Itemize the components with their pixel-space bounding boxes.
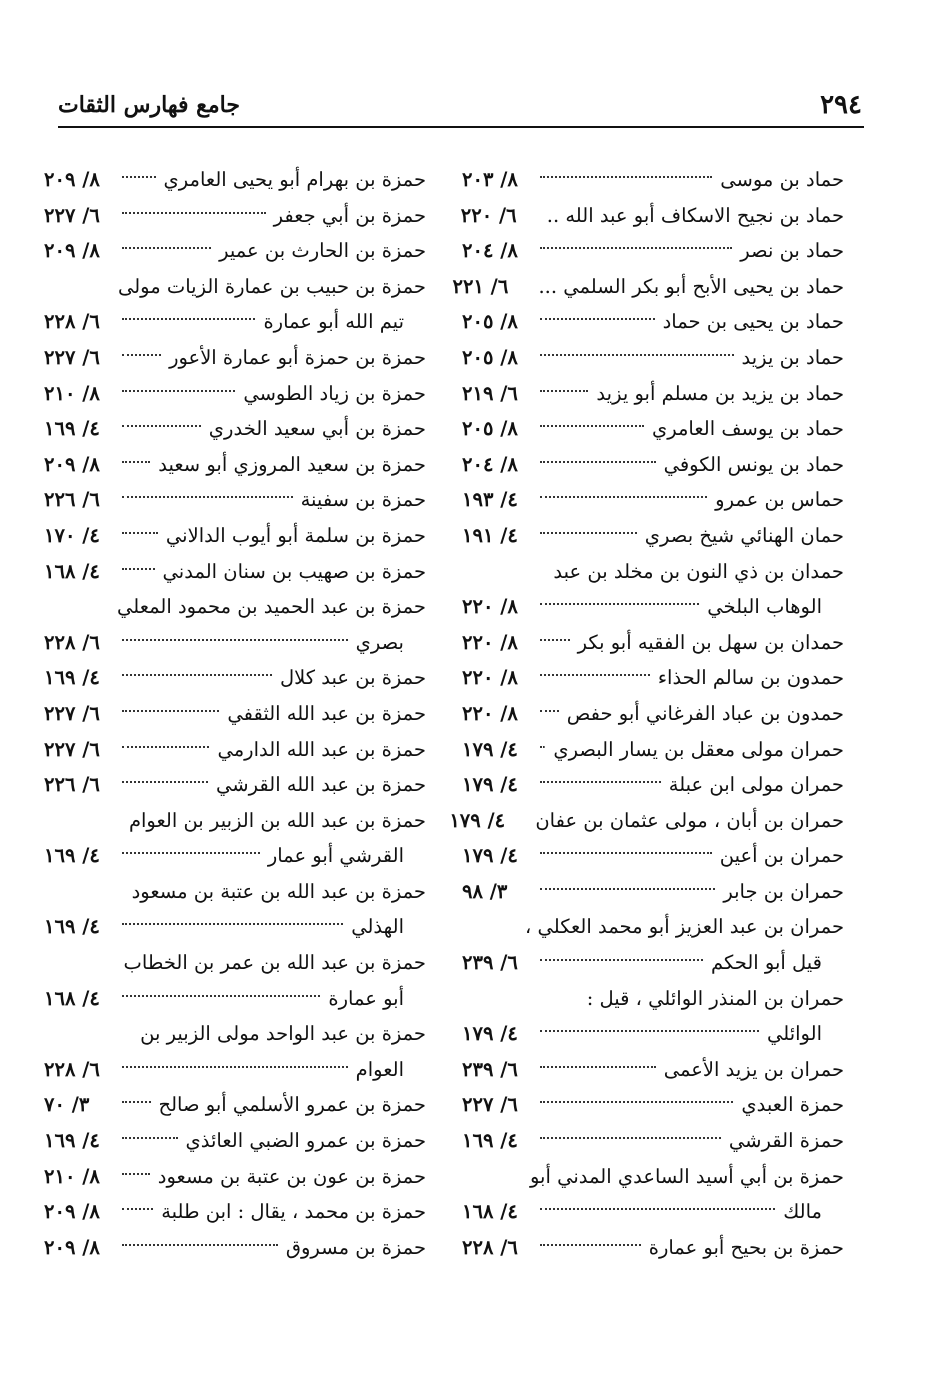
entry-name: حماد بن موسى <box>720 168 844 191</box>
entry-reference: ٨/ ٢٠٤ <box>462 239 518 263</box>
entry-name: حمزة بن سفينة <box>300 488 426 512</box>
index-column-right <box>449 162 844 1265</box>
entry-name: حمزة بن بهرام أبو يحيى العامري <box>163 168 426 191</box>
entry-name: حمران بن المنذر الوائلي ، قيل : <box>586 986 844 1010</box>
entry-reference: ٤/ ١٧٩ <box>462 773 518 797</box>
dot-leader <box>122 923 343 925</box>
entry-name: حماس بن عمرو <box>715 488 844 512</box>
index-entry <box>462 660 844 696</box>
entry-name: حمزة بن صهيب بن سنان المدني <box>162 559 426 583</box>
entry-reference: ٦/ ٢٢٦ <box>44 773 100 797</box>
entry-name: حمزة بن بحيح أبو عمارة <box>648 1235 844 1259</box>
entry-name: حمران بن أبان ، مولى عثمان بن عفان <box>535 808 844 832</box>
entry-name: حمدان بن ذي النون بن مخلد بن عبد <box>553 559 844 583</box>
index-entry <box>44 1123 426 1159</box>
dot-leader <box>122 212 266 214</box>
dot-leader <box>540 1208 775 1210</box>
entry-reference: ٦/ ٢٢٧ <box>44 701 100 725</box>
index-entry <box>44 554 426 590</box>
entry-reference: ٤/ ١٦٩ <box>44 844 100 868</box>
entry-reference: ٨/ ٢٠٥ <box>462 417 518 441</box>
entry-name: حمزة بن سعيد المروزي أبو سعيد <box>158 452 426 476</box>
entry-name: القرشي أبو عمار <box>267 844 404 868</box>
index-entry <box>44 803 426 839</box>
index-entry <box>44 1016 426 1052</box>
index-entry <box>44 1087 426 1123</box>
entry-reference: ٤/ ١٧٩ <box>462 844 518 868</box>
entry-reference: ٦/ ٢٢٨ <box>462 1235 518 1259</box>
page-header <box>58 88 862 124</box>
dot-leader <box>540 354 734 356</box>
entry-name: حماد بن يونس الكوفي <box>663 452 844 476</box>
dot-leader <box>122 532 158 534</box>
entry-name: العوام <box>355 1057 404 1081</box>
index-entry <box>462 376 844 412</box>
dot-leader <box>540 1137 721 1139</box>
index-entry <box>462 482 844 518</box>
index-entry <box>44 447 426 483</box>
dot-leader <box>122 354 161 356</box>
index-entry <box>462 981 844 1017</box>
entry-reference: ٨/ ٢٢٠ <box>462 630 518 654</box>
entry-name: بصري <box>355 630 404 654</box>
index-entry <box>462 1052 844 1088</box>
entry-reference: ٦/ ٢٢٨ <box>44 630 100 654</box>
dot-leader <box>122 496 293 498</box>
entry-name: الوهاب البلخي <box>707 595 822 619</box>
entry-reference: ٨/ ٢٢٠ <box>462 701 518 725</box>
dot-leader <box>540 852 712 854</box>
dot-leader <box>122 1173 150 1175</box>
index-entry <box>462 874 844 910</box>
dot-leader <box>540 639 570 641</box>
index-entry <box>44 411 426 447</box>
index-entry <box>44 696 426 732</box>
entry-reference: ٤/ ١٦٨ <box>44 986 100 1010</box>
entry-reference: ٤/ ١٦٩ <box>44 417 100 441</box>
entry-name: الوائلي <box>767 1022 822 1046</box>
index-entry <box>44 945 426 981</box>
entry-reference: ٤/ ١٦٩ <box>44 1129 100 1153</box>
entry-reference: ٦/ ٢٣٩ <box>462 1057 518 1081</box>
index-column-left <box>44 162 426 1265</box>
entry-name: حمزة بن عمرو الأسلمي أبو صالح <box>158 1093 426 1117</box>
index-entry <box>44 198 426 234</box>
index-entry-continuation <box>44 981 426 1017</box>
dot-leader <box>540 461 656 463</box>
entry-name: حمزة بن حبيب بن عمارة الزيات مولى <box>117 274 426 298</box>
dot-leader <box>122 318 255 320</box>
entry-reference: ٤/ ١٦٨ <box>462 1200 518 1224</box>
index-entry <box>44 767 426 803</box>
dot-leader <box>122 995 320 997</box>
index-entry <box>462 304 844 340</box>
index-entry-continuation <box>462 945 844 981</box>
dot-leader <box>122 176 156 178</box>
book-title: جامع فهارس الثقات <box>58 92 240 118</box>
entry-reference: ٤/ ١٦٩ <box>44 666 100 690</box>
dot-leader <box>540 532 637 534</box>
entry-reference: ٤/ ١٧٠ <box>44 523 100 547</box>
entry-name: حمدان بن سهل بن الفقيه أبو بكر <box>577 630 844 654</box>
entry-name: حمزة بن عمرو الضبي العائذي <box>185 1129 426 1153</box>
dot-leader <box>540 1101 733 1103</box>
entry-reference: ٦/ ٢٢٧ <box>44 203 100 227</box>
index-entry <box>462 1230 844 1266</box>
dot-leader <box>540 176 712 178</box>
dot-leader <box>540 888 715 890</box>
dot-leader <box>122 461 150 463</box>
entry-name: حمزة بن زياد الطوسي <box>243 381 426 405</box>
entry-reference: ٦/ ٢٢٧ <box>44 345 100 369</box>
index-entry-continuation <box>44 909 426 945</box>
dot-leader <box>122 390 235 392</box>
header-divider <box>58 126 864 128</box>
index-entry <box>452 269 844 305</box>
entry-reference: ٤/ ١٦٩ <box>462 1129 518 1153</box>
dot-leader <box>540 390 588 392</box>
entry-name: أبو عمارة <box>328 986 404 1010</box>
index-entry <box>462 411 844 447</box>
entry-name: حمزة العبدي <box>741 1093 844 1117</box>
dot-leader <box>122 247 211 249</box>
index-entry <box>44 660 426 696</box>
entry-reference: ٤/ ١٩١ <box>462 523 518 547</box>
entry-reference: ٨/ ٢٠٥ <box>462 345 518 369</box>
dot-leader <box>122 1244 278 1246</box>
entry-reference: ٨/ ٢٠٣ <box>462 168 518 191</box>
entry-reference: ٣/ ٧٠ <box>44 1093 90 1117</box>
entry-reference: ٨/ ٢٠٩ <box>44 1200 100 1224</box>
index-entry <box>44 1194 426 1230</box>
index-entry <box>44 482 426 518</box>
entry-name: حمزة بن أبي سعيد الخدري <box>208 417 426 441</box>
dot-leader <box>122 425 201 427</box>
dot-leader <box>122 1137 178 1139</box>
entry-name: حمزة بن عبد الله بن عمر بن الخطاب <box>123 951 426 975</box>
dot-leader <box>540 746 545 748</box>
dot-leader <box>540 603 699 605</box>
index-entry-continuation <box>44 838 426 874</box>
index-entry <box>462 554 844 590</box>
index-entry <box>462 447 844 483</box>
entry-name: حماد بن يزيد <box>741 345 844 369</box>
index-entry-continuation <box>462 1016 844 1052</box>
index-entry <box>44 1230 426 1266</box>
entry-name: قيل أبو الحكم <box>711 951 822 975</box>
index-entry <box>462 909 844 945</box>
entry-name: حمزة بن أبي جعفر <box>273 203 426 227</box>
entry-name: حمزة بن الحارث بن عمير <box>219 239 426 263</box>
entry-reference: ٦/ ٢٣٩ <box>462 951 518 975</box>
entry-name: حمزة بن سلمة أبو أيوب الدالاني <box>165 523 426 547</box>
dot-leader <box>122 1066 348 1068</box>
entry-name: حمدون بن سالم الحذاء <box>657 666 844 690</box>
entry-name: حمزة بن عبد الله بن الزبير بن العوام <box>128 808 426 832</box>
index-entry <box>44 874 426 910</box>
dot-leader <box>540 247 732 249</box>
index-entry <box>462 1123 844 1159</box>
entry-name: حماد بن يوسف العامري <box>651 417 844 441</box>
entry-reference: ٨/ ٢٠٩ <box>44 1235 100 1259</box>
dot-leader <box>122 1101 151 1103</box>
entry-reference: ٨/ ٢٠٤ <box>462 452 518 476</box>
index-entry-continuation <box>462 1194 844 1230</box>
entry-reference: ٤/ ١٦٨ <box>44 559 100 583</box>
dot-leader <box>122 710 219 712</box>
entry-name: حمران مولى معقل بن يسار البصري <box>553 737 844 761</box>
entry-name: حمزة بن عبد الواحد مولى الزبير بن <box>140 1022 426 1046</box>
dot-leader <box>540 425 644 427</box>
entry-name: حمران بن عبد العزيز أبو محمد العكلي ، <box>525 915 844 939</box>
index-entry-continuation <box>44 304 426 340</box>
entry-reference: ٦/ ٢٢٧ <box>44 737 100 761</box>
index-entry <box>462 767 844 803</box>
entry-name: حمزة بن مسروق <box>285 1235 426 1259</box>
dot-leader <box>540 1066 656 1068</box>
entry-reference: ٤/ ١٧٩ <box>462 737 518 761</box>
index-entry <box>462 233 844 269</box>
entry-name: حماد بن نجيح الاسكاف أبو عبد الله .. <box>546 203 844 227</box>
index-entry <box>462 838 844 874</box>
entry-name: حمدون بن عباد الفرغاني أبو حفص <box>566 701 844 725</box>
entry-reference: ٤/ ١٩٣ <box>462 488 518 512</box>
entry-name: حمران بن جابر <box>723 879 844 903</box>
dot-leader <box>122 781 208 783</box>
entry-name: حمزة بن عبد الحميد بن محمود المعلي <box>117 595 426 619</box>
entry-name: حماد بن يحيى بن حماد <box>662 310 844 334</box>
dot-leader <box>122 568 155 570</box>
entry-name: حمزة بن أبي أسيد الساعدي المدني أبو <box>529 1164 844 1188</box>
entry-name: تيم الله أبو عمارة <box>263 310 404 334</box>
entry-reference: ٦/ ٢٢٠ <box>460 203 517 227</box>
entry-reference: ٤/ ١٦٩ <box>44 915 100 939</box>
index-entry <box>44 162 426 198</box>
entry-name: الهذلي <box>351 915 404 939</box>
dot-leader <box>540 318 655 320</box>
dot-leader <box>122 852 260 854</box>
dot-leader <box>540 674 650 676</box>
index-entry <box>44 269 426 305</box>
index-entry <box>44 518 426 554</box>
dot-leader <box>540 781 661 783</box>
dot-leader <box>540 1030 759 1032</box>
entry-name: حمان الهنائي شيخ بصري <box>644 523 844 547</box>
dot-leader <box>540 1244 641 1246</box>
entry-name: حمزة بن عبد الله القرشي <box>216 773 426 797</box>
dot-leader <box>540 496 707 498</box>
entry-name: حمزة بن حمزة أبو عمارة الأعور <box>169 345 426 369</box>
dot-leader <box>122 639 348 641</box>
entry-name: مالك <box>783 1200 822 1224</box>
index-entry-continuation <box>462 589 844 625</box>
entry-reference: ٨/ ٢٠٩ <box>44 168 100 191</box>
index-entry <box>462 625 844 661</box>
entry-reference: ٨/ ٢٠٩ <box>44 239 100 263</box>
entry-reference: ٦/ ٢٢٨ <box>44 1057 100 1081</box>
index-entry <box>462 162 844 198</box>
entry-reference: ٨/ ٢١٠ <box>44 381 100 405</box>
index-entry <box>462 340 844 376</box>
entry-name: حماد بن يزيد بن مسلم أبو يزيد <box>596 381 844 405</box>
index-entry <box>462 198 844 234</box>
index-entry <box>462 1087 844 1123</box>
entry-name: حماد بن يحيى الأبح أبو بكر السلمي ... <box>538 274 844 298</box>
index-entry <box>462 518 844 554</box>
entry-name: حمزة بن محمد ، يقال : ابن طلبة <box>161 1200 426 1224</box>
entry-reference: ٨/ ٢١٠ <box>44 1164 100 1188</box>
entry-reference: ٣/ ٩٨ <box>462 879 508 903</box>
dot-leader <box>122 1208 153 1210</box>
dot-leader <box>122 674 272 676</box>
entry-reference: ٤/ ١٧٩ <box>462 1022 518 1046</box>
entry-reference: ٦/ ٢١٩ <box>462 381 518 405</box>
entry-name: حمزة بن عبد كلال <box>279 666 426 690</box>
dot-leader <box>540 959 703 961</box>
index-entry <box>462 1159 844 1195</box>
index-entry <box>449 803 844 839</box>
index-entry-continuation <box>44 625 426 661</box>
index-entry <box>44 376 426 412</box>
entry-reference: ٦/ ٢٢٧ <box>462 1093 518 1117</box>
entry-reference: ٨/ ٢٠٩ <box>44 452 100 476</box>
entry-name: حمران مولى ابن عبلة <box>668 773 844 797</box>
entry-name: حمزة بن عبد الله الثقفي <box>227 701 426 725</box>
entry-name: حمران بن يزيد الأعمى <box>663 1057 844 1081</box>
entry-name: حمزة بن عبد الله بن عتبة بن مسعود <box>131 879 426 903</box>
dot-leader <box>540 710 559 712</box>
entry-reference: ٨/ ٢٢٠ <box>462 666 518 690</box>
entry-reference: ٦/ ٢٢٦ <box>44 488 100 512</box>
entry-name: حمزة بن عون بن عتبة بن مسعود <box>157 1164 426 1188</box>
entry-name: حماد بن نصر <box>740 239 844 263</box>
dot-leader <box>122 746 209 748</box>
page-number: ٢٩٤ <box>820 90 862 120</box>
entry-name: حمزة بن عبد الله الدارمي <box>217 737 426 761</box>
entry-name: حمزة القرشي <box>728 1129 844 1153</box>
index-entry <box>44 589 426 625</box>
entry-name: حمران بن أعين <box>719 844 844 868</box>
entry-reference: ٨/ ٢٠٥ <box>462 310 518 334</box>
index-entry <box>44 340 426 376</box>
entry-reference: ٦/ ٢٢١ <box>452 274 509 298</box>
entry-reference: ٦/ ٢٢٨ <box>44 310 100 334</box>
index-entry-continuation <box>44 1052 426 1088</box>
index-entry <box>44 1159 426 1195</box>
entry-reference: ٤/ ١٧٩ <box>449 808 506 832</box>
index-entry <box>462 696 844 732</box>
index-entry <box>44 233 426 269</box>
index-entry <box>462 732 844 768</box>
entry-reference: ٨/ ٢٢٠ <box>462 595 518 619</box>
index-entry <box>44 732 426 768</box>
